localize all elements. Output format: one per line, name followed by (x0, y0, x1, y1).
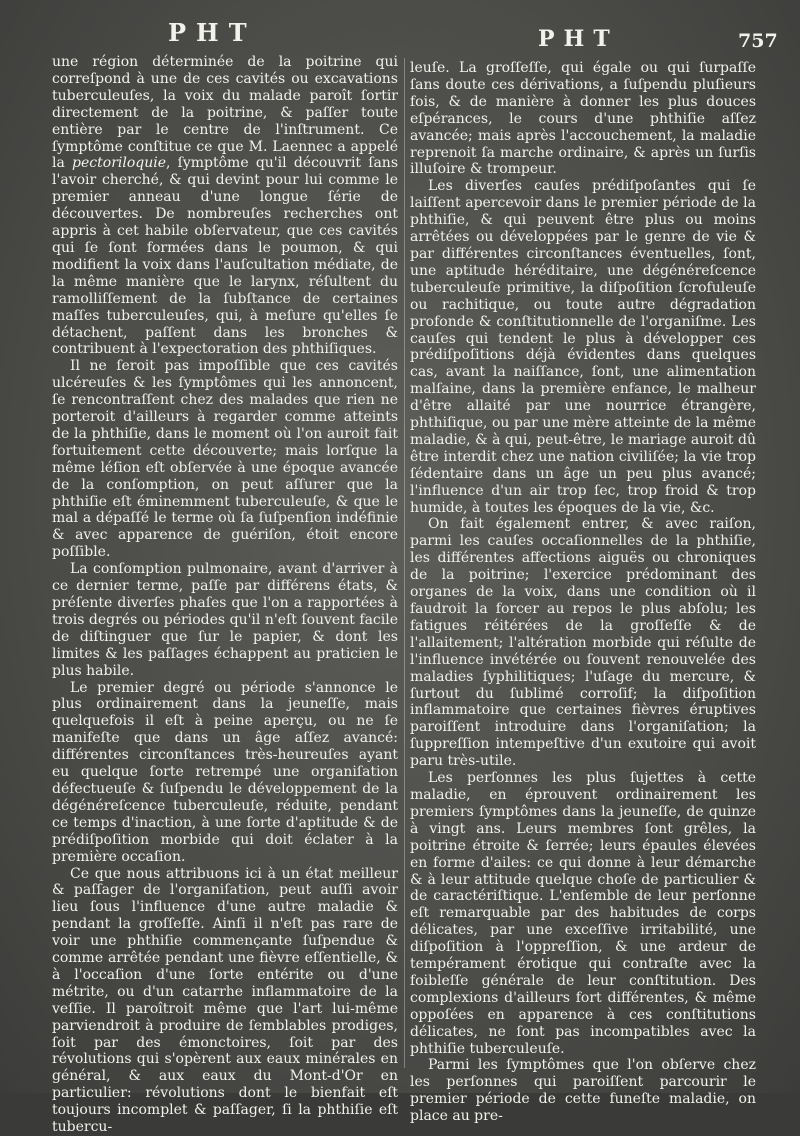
italic-term: pectoriloquie (72, 155, 166, 171)
right-column (410, 60, 756, 1125)
paragraph: On fait également entrer, & avec raiſon, parmi les cauſes occaſionnelles de la phthiſie, les différentes affections aiguës ou chroniques de la poitrine; l'exercice prédominant des organes de la voix, dans une condition où il faudroit la forcer au repos le plus abſolu; les fatigues réitérées de la groſſeſſe & de l'allaitement; l'altération morbide qui réſulte de l'influence invétérée ou ſouvent renouvelée des maladies ſyphilitiques; l'uſage du mercure, & ſurtout du ſublimé corroſif; la diſpoſition inflammatoire que certaines fièvres éruptives paroiſſent introduire dans l'organiſation; la ſuppreſſion intempeſtive d'un exutoire qui avoit paru très-utile. (410, 516, 756, 770)
page-number: 757 (738, 30, 778, 52)
header-right-title: PHT (538, 26, 619, 52)
paragraph (52, 54, 398, 358)
column-divider (404, 58, 405, 1068)
header-left-title: PHT (168, 18, 257, 47)
paragraph: Ce que nous attribuons ici à un état meilleur & paſſager de l'organiſation, peut auſſi avoir lieu ſous l'influence d'une autre maladie & pendant la groſſeſſe. Ainſi il n'eſt pas rare de voir une phthiſie commençante ſuſpendue & comme arrêtée pendant une fièvre eſſentielle, & à l'occaſion d'une ſorte entérite ou d'une métrite, ou d'un catarrhe inflammatoire de la veſſie. Il paroîtroit même que l'art lui-même parviendroit à produire de ſemblables prodiges, ſoit par des émonctoires, ſoit par des révolutions qui s'opèrent aux eaux minérales en général, & aux eaux du Mont-d'Or en particulier: révolutions dont le bienfait eſt toujours incomplet & paſſager, ſi la phthiſie eſt tubercu- (52, 866, 398, 1136)
paragraph: leuſe. La groſſeſſe, qui égale ou qui ſurpaſſe ſans doute ces dérivations, a ſuſpendu pluſieurs fois, & de manière à donner les plus douces eſpérances, le cours d'une phthiſie aſſez avancée; mais après l'accouchement, la maladie reprenoit ſa marche ordinaire, & après un ſurſis illuſoire & trompeur. (410, 60, 756, 178)
left-column (52, 54, 398, 1136)
paragraph: Les diverſes cauſes prédiſpoſantes qui ſe laiſſent apercevoir dans le premier période de la phthiſie, & qui peuvent être plus ou moins arrêtées ou développées par le genre de vie & par différentes circonſtances éventuelles, ſont, une aptitude héréditaire, une dégénéreſcence tuberculeuſe primitive, la diſpoſition ſcrofuleuſe ou rachitique, ou toute autre dégradation profonde & conſtitutionnelle de l'organiſme. Les cauſes qui tendent le plus à développer ces prédiſpoſitions déjà évidentes dans quelques cas, avant la naiſſance, ſont, une alimentation malſaine, dans la première enfance, le malheur d'être allaité par une nourrice étrangère, phthiſique, ou par une mère atteinte de la même maladie, & à qui, peut-être, le mariage auroit dû être interdit chez une nation civiliſée; la vie trop ſédentaire dans un âge un peu plus avancé; l'influence d'un air trop ſec, trop froid & trop humide, à toutes les époques de la vie, &c. (410, 178, 756, 516)
running-header (0, 16, 800, 52)
text-run: , ſymptôme qu'il découvrit ſans l'avoir cherché, & qui devint pour lui comme le premier anneau d'une longue ſérie de découvertes. De nombreuſes recherches ont appris à cet habile obſervateur, que ces cavités qui ſe ſont formées dans le poumon, & qui modifient la voix dans l'auſcultation médiate, de la même manière que le larynx, réſultent du ramolliſſement de la ſubſtance de certaines maſſes tuberculeuſes, qui, à meſure qu'elles ſe détachent, paſſent dans les bronches & contribuent à l'expectoration des phthiſiques. (52, 155, 398, 357)
paragraph: Le premier degré ou période s'annonce le plus ordinairement dans la jeuneſſe, mais quelquefois il eſt à peine aperçu, ou ne ſe manifeſte que dans un âge aſſez avancé: différentes circonſtances très-heureuſes ayant eu quelque ſorte retrempé une organiſation défectueuſe & ſuſpendu le développement de la dégénéreſcence tuberculeuſe, réduite, pendant ce temps d'inaction, à une ſorte d'aptitude & de prédiſpoſition morbide qui doit éclater à la première occaſion. (52, 680, 398, 866)
paragraph: Parmi les ſymptômes que l'on obſerve chez les perſonnes qui paroiſſent parcourir le premier période de cette funeſte maladie, on place au pre- (410, 1057, 756, 1125)
paragraph: Il ne ſeroit pas impoſſible que ces cavités ulcéreuſes & les ſymptômes qui les annoncent, ſe rencontraſſent chez des malades que rien ne porteroit d'ailleurs à regarder comme atteints de la phthiſie, dans le moment où l'on auroit fait fortuitement cette découverte; mais lorſque la même léſion eſt obſervée à une époque avancée de la conſomption, on peut aſſurer que la phthiſie eſt éminemment tuberculeuſe, & que le mal a dépaſſé le terme où ſa ſuſpenſion indéfinie & avec apparence de guériſon, étoit encore poſſible. (52, 358, 398, 561)
text-run: une région déterminée de la poitrine qui correſpond à une de ces cavités ou excavations tuberculeuſes, la voix du malade paroît ſortir directement de la poitrine, & paſſer toute entière par le centre de l'inſtrument. Ce ſymptôme conſtitue ce que M. Laennec a appelé la (52, 54, 398, 171)
paragraph: Les perſonnes les plus ſujettes à cette maladie, en éprouvent ordinairement les premiers ſymptômes dans la jeuneſſe, de quinze à vingt ans. Leurs membres ſont grêles, la poitrine étroite & ſerrée; leurs épaules élevées en forme d'ailes: ce qui donne à leur démarche & à leur attitude quelque choſe de particulier & de caractériſtique. L'enſemble de leur perſonne eſt remarquable par des habitudes de corps délicates, par une exceſſive irritabilité, une diſpoſition à l'oppreſſion, & une ardeur de tempérament érotique qui contraſte avec la foibleſſe générale de leur conſtitution. Des complexions d'ailleurs fort différentes, & même oppoſées en apparence à ces conſtitutions délicates, ne ſont pas incompatibles avec la phthiſie tuberculeuſe. (410, 770, 756, 1057)
paragraph: La conſomption pulmonaire, avant d'arriver à ce dernier terme, paſſe par différens états, & préſente diverſes phaſes que l'on a rapportées à trois degrés ou périodes qu'il n'eſt ſouvent facile de diſtinguer que ſur le papier, & dont les limites & les paſſages échappent au praticien le plus habile. (52, 561, 398, 679)
